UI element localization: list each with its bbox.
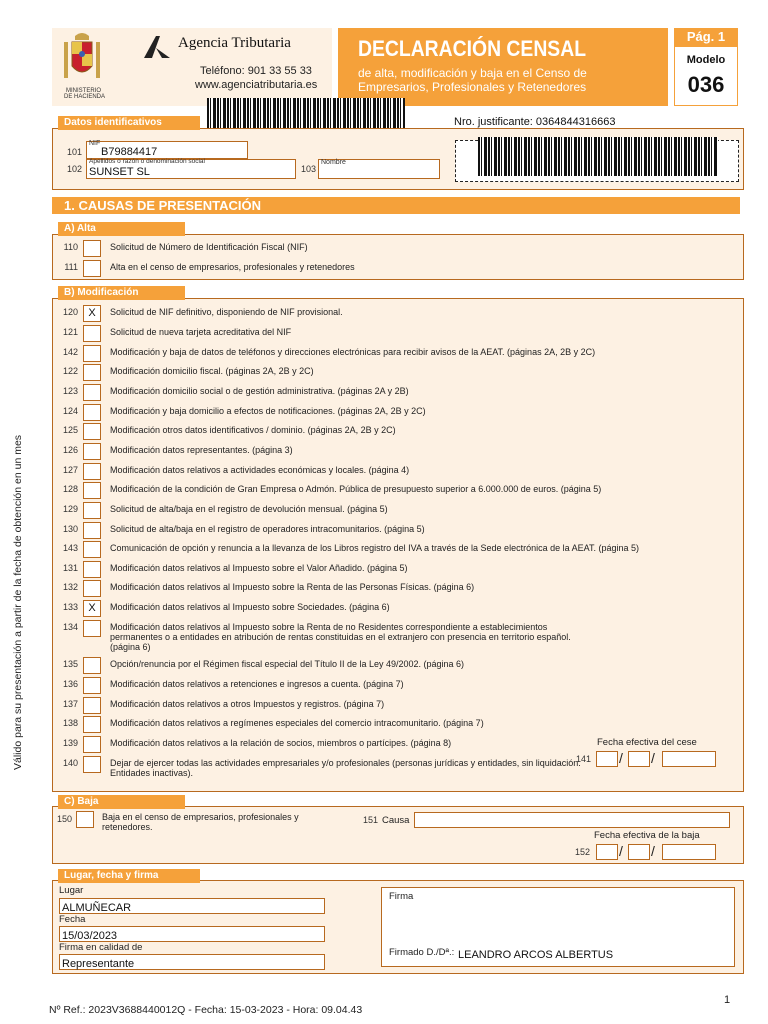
footer-reference: Nº Ref.: 2023V3688440012Q - Fecha: 15-03-2023 - Hora: 09.04.43 [49, 1004, 363, 1016]
footer-page-number: 1 [724, 994, 731, 1006]
item-label: Modificación domicilio fiscal. (páginas 2A, 2B y 2C) [110, 366, 314, 376]
baja-month-field[interactable] [628, 844, 650, 860]
item-checkbox[interactable] [83, 260, 101, 277]
item-label: Solicitud de Número de Identificación Fiscal (NIF) [110, 242, 308, 252]
item-number: 131 [62, 563, 78, 573]
item-checkbox[interactable] [83, 325, 101, 342]
justificante-barcode [478, 137, 718, 176]
baja-fecha-label: Fecha efectiva de la baja [594, 830, 700, 841]
item-checkbox[interactable] [83, 541, 101, 558]
ministry-line2: DE HACIENDA [64, 94, 106, 100]
item-number: 130 [62, 524, 78, 534]
baja-number: 150 [56, 814, 72, 824]
fecha-value: 15/03/2023 [62, 930, 118, 942]
calidad-value: Representante [62, 958, 135, 970]
name-value: SUNSET SL [89, 166, 150, 178]
cese-year-field[interactable] [662, 751, 716, 767]
modelo-number: 036 [687, 72, 725, 97]
item-number: 124 [62, 406, 78, 416]
item-number: 135 [62, 659, 78, 669]
item-checkbox[interactable] [83, 580, 101, 597]
name-label: Apellidos o razón o denominación social [89, 158, 205, 165]
item-number: 111 [64, 262, 78, 272]
agency-phone: Teléfono: 901 33 55 33 [200, 65, 312, 77]
identification-tab: Datos identificativos [58, 116, 200, 130]
item-label: Solicitud de alta/baja en el registro de devolución mensual. (página 5) [110, 504, 388, 514]
modificacion-tab: B) Modificación [58, 286, 185, 300]
item-number: 138 [62, 718, 78, 728]
item-label: Modificación otros datos identificativos / dominio. (páginas 2A, 2B y 2C) [110, 425, 396, 435]
item-checkbox[interactable] [83, 561, 101, 578]
item-checkbox[interactable] [83, 677, 101, 694]
baja-year-field[interactable] [662, 844, 716, 860]
item-checkbox[interactable] [83, 240, 101, 257]
cese-separator-2: / [651, 750, 655, 766]
item-checkbox[interactable] [83, 423, 101, 440]
item-label: Modificación de la condición de Gran Empresa o Admón. Pública de presupuesto superior a 6.000.000 de euros. (página 5) [110, 484, 602, 494]
cese-day-field[interactable] [596, 751, 618, 767]
baja-label: Baja en el censo de empresarios, profesionales y retenedores. [102, 812, 299, 832]
cese-number: 141 [575, 754, 591, 764]
fecha-label: Fecha [59, 914, 86, 925]
cese-separator-1: / [619, 750, 623, 766]
item-number: 126 [62, 445, 78, 455]
page-label: Pág. 1 [686, 29, 726, 44]
baja-fecha-number: 152 [574, 847, 590, 857]
baja-tab: C) Baja [58, 795, 185, 809]
item-checkbox[interactable]: X [83, 305, 101, 322]
causa-label: Causa [382, 815, 410, 826]
item-label: Opción/renuncia por el Régimen fiscal especial del Título II de la Ley 49/2002. (página 6) [110, 659, 465, 669]
agencia-tributaria-logo-icon [142, 34, 172, 60]
item-label: Solicitud de NIF definitivo, disponiendo de NIF provisional. [110, 307, 343, 317]
first-name-number: 103 [300, 164, 316, 174]
item-number: 134 [62, 622, 78, 632]
agency-name: Agencia Tributaria [178, 35, 291, 51]
ministry-line1: MINISTERIO [66, 88, 102, 94]
item-label: Modificación datos relativos al Impuesto sobre la Renta de las Personas Físicas. (página 6) [110, 582, 475, 592]
item-checkbox[interactable] [83, 502, 101, 519]
alta-tab: A) Alta [58, 222, 185, 236]
firma-tab: Lugar, fecha y firma [58, 869, 200, 883]
agency-website: www.agenciatributaria.es [195, 79, 318, 91]
item-label: Modificación datos relativos al Impuesto sobre Sociedades. (página 6) [110, 602, 390, 612]
item-number: 133 [62, 602, 78, 612]
item-checkbox[interactable] [83, 620, 101, 637]
alta-box [52, 234, 744, 280]
name-number: 102 [66, 164, 82, 174]
item-checkbox[interactable] [83, 345, 101, 362]
item-number: 132 [62, 582, 78, 592]
item-label: Comunicación de opción y renuncia a la llevanza de los Libros registro del IVA a través de la Sede electrónica de la AEAT. (página 5) [110, 543, 639, 553]
item-label: Dejar de ejercer todas las actividades empresariales y/o profesionales (personas jurídicas y entidades, sin liquidación. Entidades inactivas). [110, 758, 581, 778]
cese-label: Fecha efectiva del cese [597, 737, 697, 748]
baja-separator-2: / [651, 843, 655, 859]
item-number: 125 [62, 425, 78, 435]
cese-month-field[interactable] [628, 751, 650, 767]
item-label: Modificación datos relativos a otros Impuestos y registros. (página 7) [110, 699, 385, 709]
item-label: Modificación datos relativos a actividades económicas y locales. (página 4) [110, 465, 410, 475]
item-label: Modificación datos relativos a la relación de socios, miembros o partícipes. (página 8) [110, 738, 452, 748]
item-label: Modificación domicilio social o de gestión administrativa. (páginas 2A y 2B) [110, 386, 409, 396]
item-checkbox[interactable] [83, 716, 101, 733]
baja-separator-1: / [619, 843, 623, 859]
item-label: Solicitud de alta/baja en el registro de operadores intracomunitarios. (página 5) [110, 524, 425, 534]
item-number: 142 [62, 347, 78, 357]
item-checkbox[interactable]: X [83, 600, 101, 617]
item-checkbox[interactable] [83, 384, 101, 401]
item-checkbox[interactable] [83, 657, 101, 674]
item-checkbox[interactable] [83, 482, 101, 499]
baja-day-field[interactable] [596, 844, 618, 860]
page-subtitle: de alta, modificación y baja en el Censo de Empresarios, Profesionales y Retenedores [358, 66, 587, 94]
item-label: Alta en el censo de empresarios, profesionales y retenedores [110, 262, 355, 272]
validity-side-text: Válido para su presentación a partir de la fecha de obtención en un mes [12, 434, 24, 770]
item-number: 121 [62, 327, 78, 337]
top-barcode [207, 98, 405, 132]
item-checkbox[interactable] [83, 697, 101, 714]
item-checkbox[interactable] [83, 463, 101, 480]
item-number: 123 [62, 386, 78, 396]
causa-field[interactable] [414, 812, 730, 828]
item-checkbox[interactable] [83, 736, 101, 753]
item-number: 136 [62, 679, 78, 689]
item-number: 137 [62, 699, 78, 709]
firma-label: Firma [389, 891, 414, 902]
item-checkbox[interactable] [83, 404, 101, 421]
item-checkbox[interactable] [83, 443, 101, 460]
modelo-label: Modelo [686, 54, 726, 66]
item-label: Modificación y baja domicilio a efectos de notificaciones. (páginas 2A, 2B y 2C) [110, 406, 426, 416]
page-title: DECLARACIÓN CENSAL [358, 36, 587, 61]
coat-of-arms-icon [60, 30, 104, 88]
item-label: Modificación datos relativos a retenciones e ingresos a cuenta. (página 7) [110, 679, 404, 689]
item-checkbox[interactable] [83, 364, 101, 381]
nif-number: 101 [66, 147, 82, 157]
item-checkbox[interactable] [83, 522, 101, 539]
item-checkbox[interactable] [83, 756, 101, 773]
baja-checkbox[interactable] [76, 811, 94, 828]
lugar-label: Lugar [59, 885, 84, 896]
item-number: 139 [62, 738, 78, 748]
calidad-label: Firma en calidad de [59, 942, 143, 953]
item-number: 122 [62, 366, 78, 376]
item-label: Modificación datos relativos al Impuesto sobre la Renta de no Residentes correspondiente a establecimientos permanentes o a entidades en atribución de rentas constituidas en el extranjero con presencia en territorio español. (página 6) [110, 622, 571, 652]
item-number: 140 [62, 758, 78, 768]
nif-label: NIF [89, 140, 101, 147]
item-number: 129 [62, 504, 78, 514]
firmado-label: Firmado D./Dª.: [389, 947, 455, 958]
causa-number: 151 [362, 815, 378, 825]
item-label: Modificación datos relativos a regímenes especiales del comercio intracomunitario. (página 7) [110, 718, 484, 728]
item-label: Modificación datos representantes. (página 3) [110, 445, 293, 455]
item-label: Modificación datos relativos al Impuesto sobre el Valor Añadido. (página 5) [110, 563, 408, 573]
item-number: 127 [62, 465, 78, 475]
item-label: Solicitud de nueva tarjeta acreditativa del NIF [110, 327, 292, 337]
item-number: 143 [62, 543, 78, 553]
item-label: Modificación y baja de datos de teléfonos y direcciones electrónicas para recibir avisos de la AEAT. (páginas 2A, 2B y 2C) [110, 347, 596, 357]
justificante-number: Nro. justificante: 0364844316663 [454, 116, 616, 128]
firmado-value: LEANDRO ARCOS ALBERTUS [458, 949, 614, 961]
item-number: 120 [62, 307, 78, 317]
first-name-label: Nombre [321, 159, 346, 166]
item-number: 110 [63, 242, 78, 252]
section-title: 1. CAUSAS DE PRESENTACIÓN [64, 198, 261, 213]
item-number: 128 [62, 484, 78, 494]
nif-value: B79884417 [101, 146, 158, 158]
lugar-value: ALMUÑECAR [62, 902, 132, 914]
